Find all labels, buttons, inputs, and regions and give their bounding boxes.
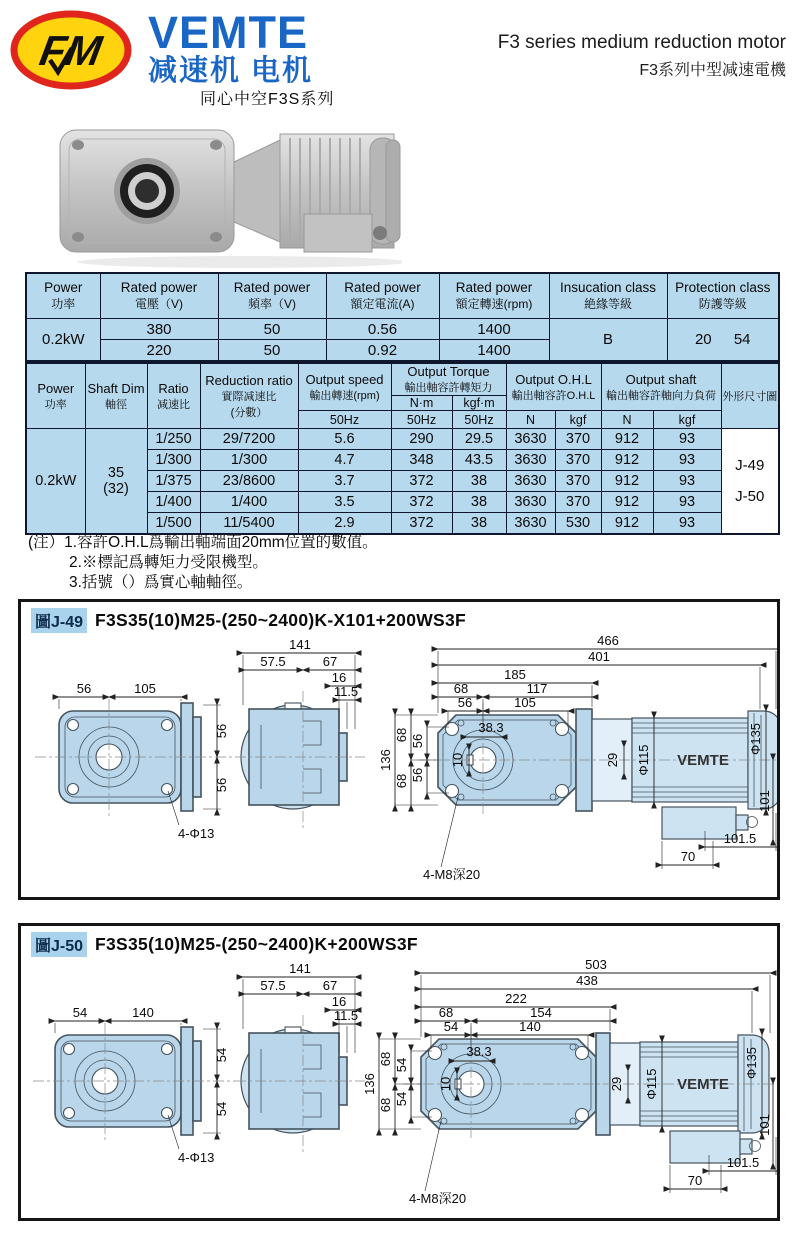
col-header-protection: Protection class 防護等級: [667, 273, 779, 319]
dim-label: 16: [331, 670, 347, 685]
value-cell: 93: [653, 492, 721, 513]
col-header-insulation: Insucation class 絶緣等級: [549, 273, 667, 319]
dim-label: 70: [680, 849, 696, 864]
value-cell: 0.92: [326, 340, 439, 362]
value-cell: 1400: [439, 319, 549, 340]
dim-label: 54: [394, 1091, 409, 1107]
brand-text: [148, 7, 314, 88]
unit-header-hz: 50Hz: [452, 411, 506, 429]
value-cell: 3630: [506, 513, 555, 535]
figure-box-j49: [18, 599, 780, 900]
dim-label: 54: [443, 1019, 459, 1034]
dim-label: 54: [214, 1047, 229, 1063]
adapter-neck: [234, 140, 280, 242]
dim-label: 70: [687, 1173, 703, 1188]
value-cell: 93: [653, 513, 721, 535]
dim-label: 140: [519, 1019, 541, 1034]
value-cell: 1/375: [147, 471, 200, 492]
col-header-current: Rated power 額定電流(A): [326, 273, 439, 319]
dim-label: 57.5: [260, 978, 286, 993]
dim-label: 11.5: [333, 684, 359, 699]
dim-label: 68: [438, 1005, 454, 1020]
figure-model-title: F3S35(10)M25-(250~2400)K-X101+200WS3F: [95, 610, 467, 630]
value-cell: 2.9: [298, 513, 391, 535]
figure-box-j50: [18, 923, 780, 1221]
dim-label: 4-Φ13: [178, 826, 215, 841]
logo-mark-text: FM: [36, 27, 106, 74]
series-title-zh: F3系列中型减速電機: [639, 62, 786, 79]
value-cell: 23/8600: [200, 471, 298, 492]
col-header-output-torque: Output Torque 輸出軸容許轉矩力: [391, 363, 506, 396]
col-header-output-ohl: Output O.H.L 輸出軸容許O.H.L: [506, 363, 601, 411]
dim-label: 56: [214, 723, 229, 739]
motor-brand-label: VEMTE: [677, 1076, 729, 1093]
dim-label: 54: [394, 1057, 409, 1073]
value-cell: 50: [218, 319, 326, 340]
col-header-reduction-ratio: Reduction ratio 實際减速比 (分數）: [200, 363, 298, 429]
value-cell: 912: [601, 513, 653, 535]
dim-label: 4-M8深20: [409, 1191, 467, 1206]
dim-label: 136: [362, 1073, 377, 1095]
value-cell: 912: [601, 492, 653, 513]
col-header-output-speed: Output speed 輸出轉速(rpm): [298, 363, 391, 411]
dim-label: 10: [438, 1076, 453, 1092]
side-view: [235, 961, 365, 1153]
value-cell: 370: [555, 429, 601, 450]
value-cell: 3630: [506, 471, 555, 492]
dim-label: 466: [597, 633, 619, 648]
unit-header-n: N: [506, 411, 555, 429]
product-photo: [52, 114, 402, 275]
value-cell: 912: [601, 471, 653, 492]
front-view: [35, 681, 235, 841]
spec-table: [25, 272, 780, 362]
value-cell: 43.5: [452, 450, 506, 471]
value-cell: 530: [555, 513, 601, 535]
dim-label: Φ135: [744, 1046, 759, 1080]
j49-diagram: [21, 633, 777, 891]
dim-label: 16: [331, 994, 347, 1009]
value-cell: 370: [555, 492, 601, 513]
unit-header-kgf: kgf: [653, 411, 721, 429]
col-header-power: Power 功率: [26, 273, 100, 319]
value-cell: 372: [391, 471, 452, 492]
value-cell: 1/400: [200, 492, 298, 513]
col-header-ratio: Ratio 减速比: [147, 363, 200, 429]
dim-label: 67: [322, 654, 338, 669]
dim-label: 154: [530, 1005, 552, 1020]
value-cell: 11/5400: [200, 513, 298, 535]
front-view: [33, 1005, 235, 1165]
unit-header-kgfm: kgf·m: [452, 396, 506, 411]
dim-label: 10: [450, 752, 465, 768]
brand-logo: [8, 8, 138, 97]
main-view: [362, 957, 777, 1206]
note-line: (注）1.容許O.H.L爲輸出軸端面20mm位置的數值。: [28, 534, 378, 551]
col-header-output-shaft: Output shaft 輸出軸容許軸向力負荷: [601, 363, 721, 411]
value-cell: 38: [452, 513, 506, 535]
value-cell: 93: [653, 429, 721, 450]
power-value: 0.2kW: [26, 429, 85, 535]
unit-header-n: N: [601, 411, 653, 429]
dim-label: 101: [757, 1114, 772, 1136]
figure-tag: 圖J-50: [31, 932, 87, 957]
brand-name: VEMTE: [148, 7, 309, 58]
value-cell: 29.5: [452, 429, 506, 450]
dim-label: Φ115: [644, 1068, 659, 1100]
dim-label: 141: [289, 637, 311, 652]
value-cell: 1/500: [147, 513, 200, 535]
dim-label: 57.5: [260, 654, 286, 669]
value-cell: 1/250: [147, 429, 200, 450]
value-cell: 912: [601, 429, 653, 450]
dim-label: 141: [289, 961, 311, 976]
figure-ref-j49: J-49: [735, 457, 765, 474]
value-cell: 380: [100, 319, 218, 340]
value-cell: 372: [391, 492, 452, 513]
dim-label: 38.3: [466, 1044, 492, 1059]
dim-label: 117: [526, 681, 548, 696]
dim-label: 68: [453, 681, 469, 696]
dim-label: 56: [214, 777, 229, 793]
unit-header-hz: 50Hz: [391, 411, 452, 429]
dim-label: 67: [322, 978, 338, 993]
value-cell: 290: [391, 429, 452, 450]
value-cell: 370: [555, 471, 601, 492]
dim-label: 136: [378, 749, 393, 771]
dim-label: 101: [757, 790, 772, 812]
value-cell: 1/300: [200, 450, 298, 471]
value-cell: 93: [653, 450, 721, 471]
value-cell: 4.7: [298, 450, 391, 471]
value-cell: 3630: [506, 492, 555, 513]
dim-label: 438: [576, 973, 598, 988]
dim-label: 68: [378, 1097, 393, 1113]
photo-shadow: [77, 256, 402, 268]
logo-ellipse-icon: [8, 8, 138, 92]
dim-label: 29: [605, 752, 620, 768]
hollow-shaft-bore: [114, 158, 180, 224]
table-row: [26, 429, 779, 450]
dim-label: 105: [514, 695, 536, 710]
col-header-shaft-dim: Shaft Dim 軸徑: [85, 363, 147, 429]
dim-label: 105: [134, 681, 156, 696]
dim-label: 140: [132, 1005, 154, 1020]
unit-header-kgf: kgf: [555, 411, 601, 429]
dim-label: Φ115: [636, 744, 651, 776]
table-row: [26, 319, 779, 340]
col-header-dimension-figure: 外形尺寸圖: [721, 363, 779, 429]
main-view: [378, 633, 777, 882]
dim-label: 56: [457, 695, 473, 710]
power-value: 0.2kW: [26, 319, 100, 362]
col-header-speed: Rated power 額定轉速(rpm): [439, 273, 549, 319]
figure-title-row: [31, 608, 777, 633]
value-cell: 3.5: [298, 492, 391, 513]
dim-label: 56: [76, 681, 92, 696]
value-cell: 38: [452, 492, 506, 513]
performance-table: [25, 362, 780, 535]
figure-ref-cell: [721, 429, 779, 535]
dim-label: 68: [378, 1051, 393, 1067]
dim-label: Φ135: [748, 722, 763, 756]
dim-label: 222: [505, 991, 527, 1006]
value-cell: 3630: [506, 450, 555, 471]
dim-label: 503: [585, 957, 607, 972]
motor-brand-label: VEMTE: [677, 752, 729, 769]
dim-label: 56: [410, 733, 425, 749]
value-cell: 93: [653, 471, 721, 492]
value-cell: 29/7200: [200, 429, 298, 450]
value-cell: 3.7: [298, 471, 391, 492]
value-cell: 348: [391, 450, 452, 471]
value-cell: 912: [601, 450, 653, 471]
figure-model-title: F3S35(10)M25-(250~2400)K+200WS3F: [95, 934, 418, 954]
value-cell: 50: [218, 340, 326, 362]
value-cell: 1/300: [147, 450, 200, 471]
value-cell: 1400: [439, 340, 549, 362]
col-header-voltage: Rated power 電壓（V): [100, 273, 218, 319]
value-cell: 3630: [506, 429, 555, 450]
dim-label: 29: [609, 1076, 624, 1092]
dim-label: 56: [410, 767, 425, 783]
gearbox-housing: [60, 130, 234, 252]
value-cell: 370: [555, 450, 601, 471]
dim-label: 101.5: [726, 1155, 760, 1170]
series-title-en: F3 series medium reduction motor: [497, 32, 786, 53]
unit-header-nm: N·m: [391, 396, 452, 411]
figure-tag: 圖J-49: [31, 608, 87, 633]
series-label: 同心中空F3S系列: [200, 91, 335, 108]
col-header-frequency: Rated power 頻率（V): [218, 273, 326, 319]
dim-label: 68: [394, 727, 409, 743]
dim-label: 401: [588, 649, 610, 664]
note-line: 3.括號（）爲實心軸軸徑。: [69, 574, 253, 591]
value-cell: 5.6: [298, 429, 391, 450]
value-cell: 372: [391, 513, 452, 535]
col-header-power: Power 功率: [26, 363, 85, 429]
value-cell: 220: [100, 340, 218, 362]
footnotes: [28, 533, 378, 593]
insulation-value: B: [549, 319, 667, 362]
value-cell: 0.56: [326, 319, 439, 340]
protection-value: 20 54: [667, 319, 779, 362]
figure-title-row: [31, 932, 777, 957]
dim-label: 4-M8深20: [423, 867, 481, 882]
dim-label: 4-Φ13: [178, 1150, 215, 1165]
note-line: 2.※標記爲轉矩力受限機型。: [69, 554, 268, 571]
dim-label: 54: [214, 1101, 229, 1117]
side-view: [235, 637, 365, 829]
dim-label: 11.5: [333, 1008, 359, 1023]
shaft-dim-value: 35 (32): [85, 429, 147, 535]
dim-label: 101.5: [723, 831, 757, 846]
brand-subtitle: 减速机 电机: [148, 55, 314, 87]
j50-diagram: [21, 957, 777, 1212]
dim-label: 68: [394, 773, 409, 789]
value-cell: 1/400: [147, 492, 200, 513]
dim-label: 185: [504, 667, 526, 682]
dim-label: 54: [72, 1005, 88, 1020]
unit-header-hz: 50Hz: [298, 411, 391, 429]
value-cell: 38: [452, 471, 506, 492]
page-title: [498, 32, 786, 80]
dim-label: 38.3: [478, 720, 504, 735]
figure-ref-j50: J-50: [735, 488, 765, 505]
